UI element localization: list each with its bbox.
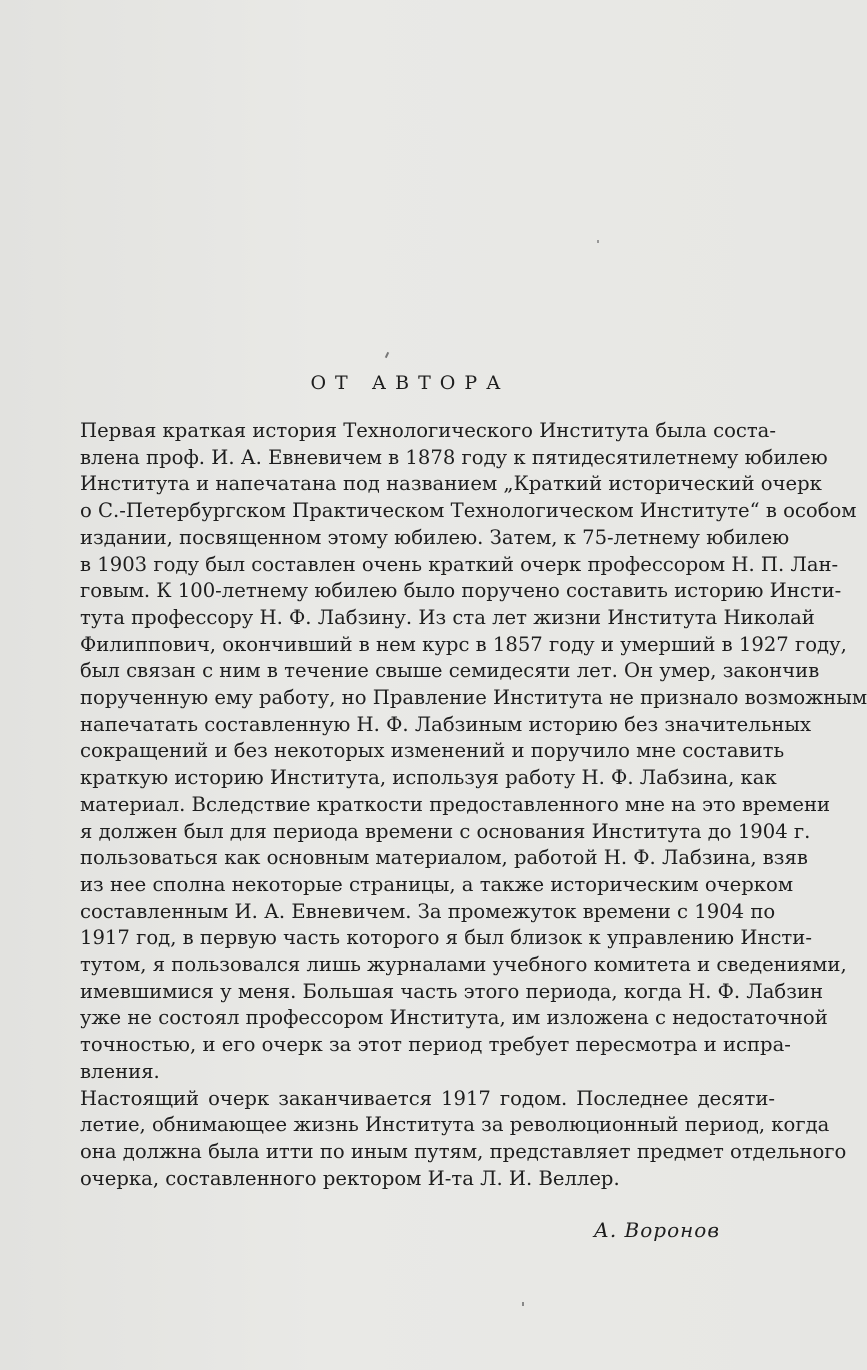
text-line: вления. xyxy=(80,1059,160,1083)
text-line: уже не состоял профессором Института, им изложена с недостаточной xyxy=(80,1006,828,1030)
text-line: материал. Вследствие краткости предоставленного мне на это времени xyxy=(80,792,831,816)
text-line: она должна была итти по иным путям, представляет предмет отдельного xyxy=(80,1139,847,1163)
text-line: сокращений и без некоторых изменений и поручило мне составить xyxy=(80,739,785,763)
text-line: издании, посвященном этому юбилею. Затем, к 75-летнему юбилею xyxy=(80,525,790,549)
text-line: 1917 год, в первую часть которого я был близок к управлению Инсти- xyxy=(80,926,812,950)
scan-speck xyxy=(385,352,389,358)
text-line: точностью, и его очерк за этот период требует пересмотра и испра- xyxy=(80,1033,791,1057)
paragraph xyxy=(80,418,867,1086)
body-text xyxy=(80,418,867,1192)
scan-speck xyxy=(597,240,599,243)
text-line: очерка, составленного ректором И-та Л. И. Веллер. xyxy=(80,1166,620,1190)
text-line: краткую историю Института, используя работу Н. Ф. Лабзина, как xyxy=(80,766,777,790)
page-title: ОТ АВТОРА xyxy=(310,372,510,394)
text-line: составленным И. А. Евневичем. За промежуток времени с 1904 по xyxy=(80,899,776,923)
text-line: напечатать составленную Н. Ф. Лабзиным историю без значительных xyxy=(80,712,812,736)
text-line: имевшимися у меня. Большая часть этого периода, когда Н. Ф. Лабзин xyxy=(80,979,824,1003)
scan-speck xyxy=(522,1302,524,1306)
text-line: говым. К 100-летнему юбилею было поручено составить историю Инсти- xyxy=(80,579,842,603)
paragraph xyxy=(80,1086,847,1193)
text-line: пользоваться как основным материалом, работой Н. Ф. Лабзина, взяв xyxy=(80,846,808,870)
text-line: в 1903 году был составлен очень краткий очерк профессором Н. П. Лан- xyxy=(80,552,839,576)
author-signature: А. Воронов xyxy=(593,1218,720,1242)
text-line: порученную ему работу, но Правление Института не признало возможным xyxy=(80,686,867,710)
text-line: Института и напечатана под названием „Краткий исторический очерк xyxy=(80,472,822,496)
text-line: был связан с ним в течение свыше семидесяти лет. Он умер, закончив xyxy=(80,659,820,683)
text-line: тутом, я пользовался лишь журналами учебного комитета и сведениями, xyxy=(80,953,847,977)
text-line: Филиппович, окончивший в нем курс в 1857 году и умерший в 1927 году, xyxy=(80,632,847,656)
text-line: из нее сполна некоторые страницы, а также историческим очерком xyxy=(80,872,794,896)
text-line: Настоящий очерк заканчивается 1917 годом. Последнее десяти- xyxy=(80,1086,775,1110)
text-line: летие, обнимающее жизнь Института за революционный период, когда xyxy=(80,1113,830,1137)
text-line: я должен был для периода времени с основания Института до 1904 г. xyxy=(80,819,811,843)
text-line: о С.-Петербургском Практическом Технологическом Институте“ в особом xyxy=(80,499,857,523)
text-line: тута профессору Н. Ф. Лабзину. Из ста лет жизни Института Николай xyxy=(80,605,815,629)
text-line: Первая краткая история Технологического Института была соста- xyxy=(80,419,776,442)
text-line: влена проф. И. А. Евневичем в 1878 году к пятидесятилетнему юбилею xyxy=(80,445,828,469)
